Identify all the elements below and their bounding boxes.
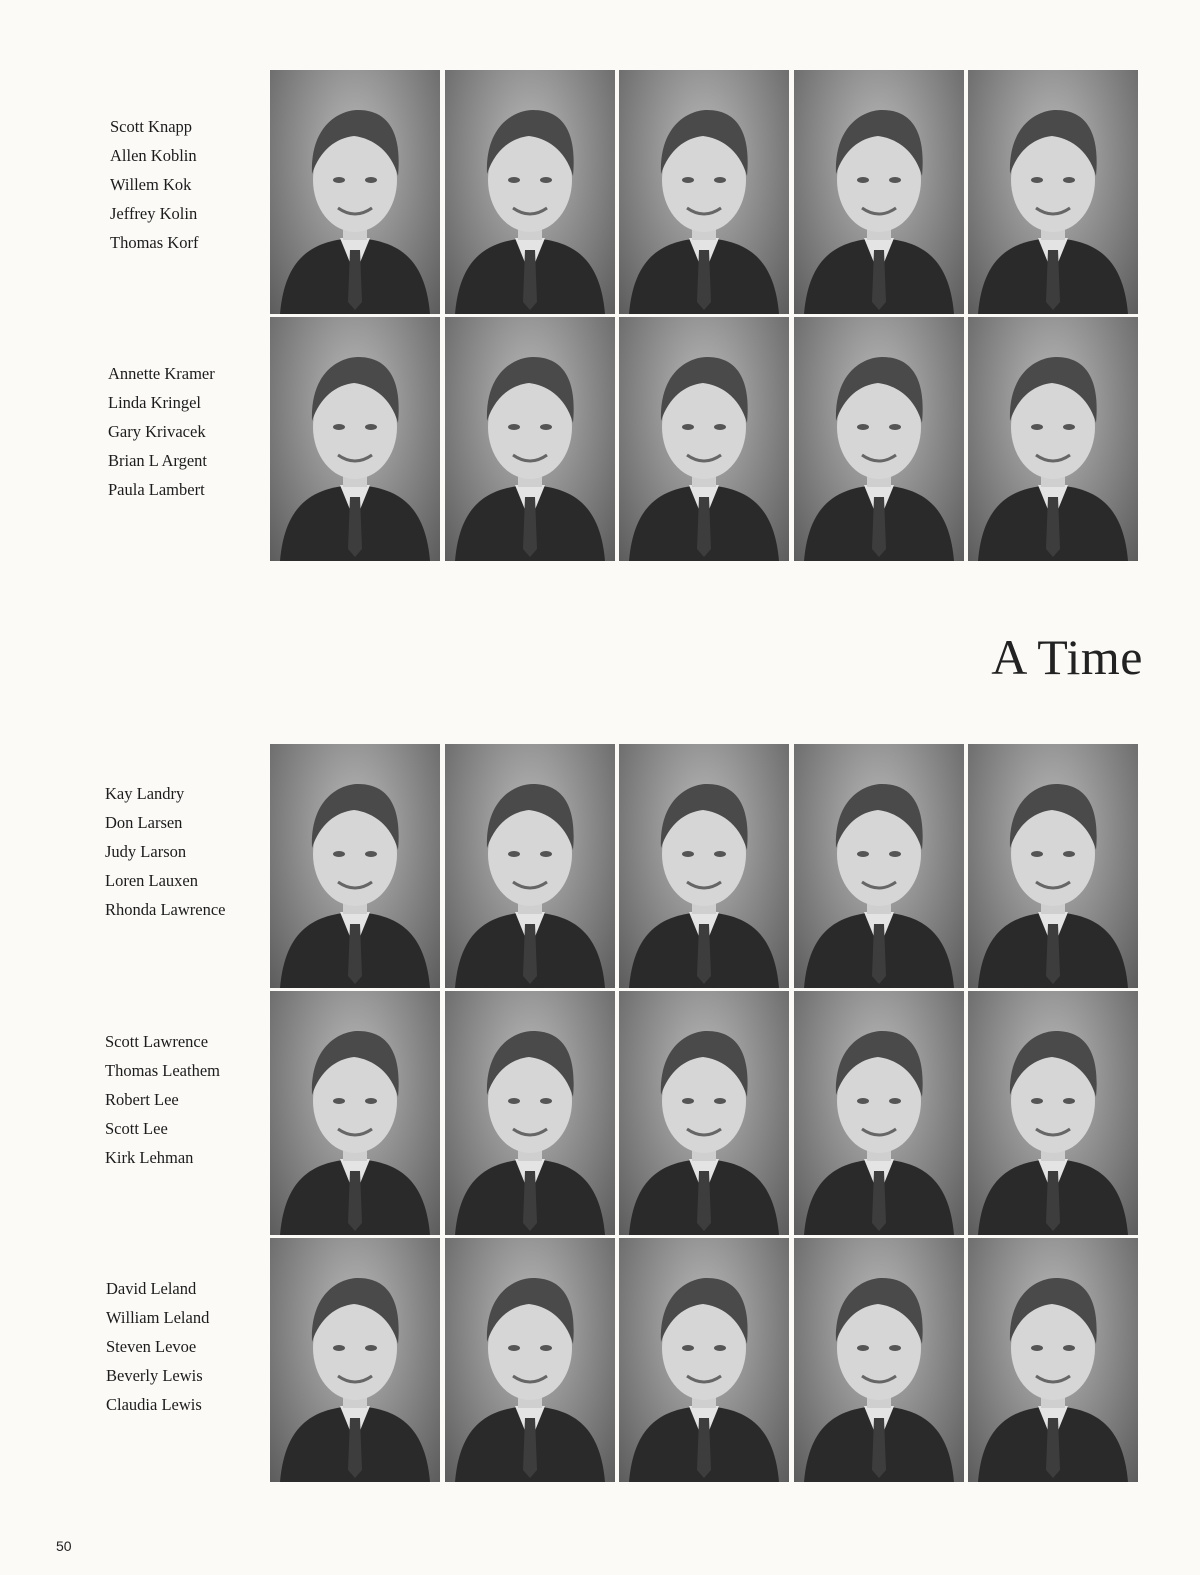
portrait-silhouette-icon: [270, 70, 440, 314]
student-portrait-photo: [968, 744, 1138, 988]
student-name: Rhonda Lawrence: [105, 900, 226, 919]
portrait-silhouette-icon: [270, 317, 440, 561]
student-name: Annette Kramer: [108, 364, 215, 383]
portrait-silhouette-icon: [968, 317, 1138, 561]
student-portrait-photo: [794, 317, 964, 561]
portrait-silhouette-icon: [794, 317, 964, 561]
portrait-silhouette-icon: [968, 70, 1138, 314]
student-name: Scott Knapp: [110, 117, 193, 136]
student-portrait-photo: [270, 1238, 440, 1482]
student-name: Linda Kringel: [108, 393, 202, 412]
student-portrait-photo: [270, 744, 440, 988]
portrait-silhouette-icon: [794, 744, 964, 988]
portrait-row-4: [270, 991, 1138, 1235]
student-portrait-photo: [619, 317, 789, 561]
student-portrait-photo: [619, 744, 789, 988]
portrait-silhouette-icon: [619, 1238, 789, 1482]
portrait-row-3: [270, 744, 1138, 988]
student-portrait-photo: [794, 744, 964, 988]
student-name: Beverly Lewis: [106, 1366, 203, 1385]
student-portrait-photo: [445, 70, 615, 314]
student-portrait-photo: [619, 70, 789, 314]
student-portrait-photo: [270, 317, 440, 561]
student-portrait-photo: [794, 70, 964, 314]
student-portrait-photo: [445, 1238, 615, 1482]
student-portrait-photo: [619, 991, 789, 1235]
student-portrait-photo: [270, 991, 440, 1235]
student-portrait-photo: [445, 317, 615, 561]
student-name: Claudia Lewis: [106, 1395, 202, 1414]
student-name: Steven Levoe: [106, 1337, 197, 1356]
student-name: Kirk Lehman: [105, 1148, 194, 1167]
portrait-silhouette-icon: [619, 70, 789, 314]
student-name: Brian L Argent: [108, 451, 207, 470]
student-portrait-photo: [968, 70, 1138, 314]
student-portrait-photo: [445, 991, 615, 1235]
portrait-silhouette-icon: [794, 1238, 964, 1482]
student-name: Scott Lee: [105, 1119, 168, 1138]
student-name: David Leland: [106, 1279, 197, 1298]
portrait-row-1: [270, 70, 1138, 314]
portrait-row-2: [270, 317, 1138, 561]
student-portrait-photo: [445, 744, 615, 988]
student-name: Thomas Korf: [110, 233, 199, 252]
student-name: Kay Landry: [105, 784, 185, 803]
student-portrait-photo: [968, 317, 1138, 561]
portrait-silhouette-icon: [445, 991, 615, 1235]
portrait-silhouette-icon: [619, 744, 789, 988]
student-portrait-photo: [619, 1238, 789, 1482]
student-portrait-photo: [968, 1238, 1138, 1482]
portrait-silhouette-icon: [968, 1238, 1138, 1482]
portrait-silhouette-icon: [968, 744, 1138, 988]
student-name: Allen Koblin: [110, 146, 197, 165]
student-name: Loren Lauxen: [105, 871, 198, 890]
portrait-silhouette-icon: [794, 70, 964, 314]
student-name: Judy Larson: [105, 842, 187, 861]
portrait-silhouette-icon: [445, 744, 615, 988]
student-name: Paula Lambert: [108, 480, 205, 499]
page-number: 50: [56, 1538, 72, 1554]
portrait-silhouette-icon: [619, 317, 789, 561]
portrait-silhouette-icon: [270, 744, 440, 988]
student-portrait-photo: [270, 70, 440, 314]
student-portrait-photo: [968, 991, 1138, 1235]
student-name: Don Larsen: [105, 813, 183, 832]
student-name: William Leland: [106, 1308, 210, 1327]
student-name: Scott Lawrence: [105, 1032, 209, 1051]
portrait-silhouette-icon: [445, 70, 615, 314]
portrait-silhouette-icon: [794, 991, 964, 1235]
student-portrait-photo: [794, 991, 964, 1235]
portrait-silhouette-icon: [270, 991, 440, 1235]
portrait-row-5: [270, 1238, 1138, 1482]
student-name: Gary Krivacek: [108, 422, 206, 441]
student-name: Thomas Leathem: [105, 1061, 221, 1080]
page-title: A Time: [991, 629, 1143, 685]
portrait-silhouette-icon: [445, 1238, 615, 1482]
portrait-silhouette-icon: [270, 1238, 440, 1482]
student-name: Willem Kok: [110, 175, 192, 194]
portrait-silhouette-icon: [968, 991, 1138, 1235]
portrait-silhouette-icon: [445, 317, 615, 561]
portrait-silhouette-icon: [619, 991, 789, 1235]
student-name: Robert Lee: [105, 1090, 179, 1109]
student-name: Jeffrey Kolin: [110, 204, 198, 223]
student-portrait-photo: [794, 1238, 964, 1482]
